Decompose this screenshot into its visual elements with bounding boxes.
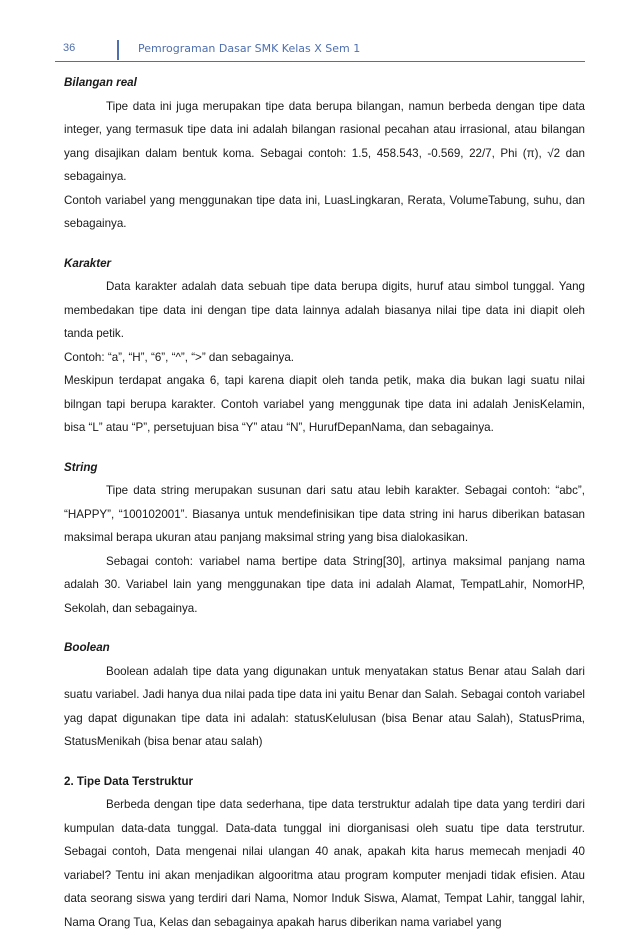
paragraph: Boolean adalah tipe data yang digunakan untuk menyatakan status Benar atau Salah dari suatu variabel. Jadi hanya dua nilai pada tipe data ini yaitu Benar dan Salah. Sebagai contoh variabel yag dapat digunakan tipe data ini adalah: statusKelulusan (bisa Benar atau Salah), StatusPrima, StatusMenikah (bisa benar atau salah): [64, 664, 585, 748]
section-string: [64, 456, 585, 621]
section-heading: Karakter: [64, 256, 112, 270]
header-rule: [55, 61, 585, 62]
paragraph: Meskipun terdapat angaka 6, tapi karena diapit oleh tanda petik, maka dia bukan lagi suatu nilai bilngan tapi berupa karakter. Contoh variabel yang menggunak tipe data ini adalah JenisKelamin, bisa “L” atau “P”, persetujuan bisa “Y” atau “N”, HurufDepanNama, dan sebagainya.: [64, 374, 585, 434]
section-heading: Boolean: [64, 641, 110, 654]
section-heading: String: [64, 460, 98, 474]
header-title: Pemrograman Dasar SMK Kelas X Sem 1: [138, 42, 361, 55]
paragraph: Sebagai contoh: variabel nama bertipe data String[30], artinya maksimal panjang nama adalah 30. Variabel lain yang menggunakan tipe data ini adalah Alamat, TempatLahir, NomorHP, Sekolah, dan sebagainya.: [64, 554, 585, 615]
paragraph: Data karakter adalah data sebuah tipe data berupa digits, huruf atau simbol tunggal. Yang membedakan tipe data ini dengan tipe data lainnya adalah biasanya nilai tipe data ini diapit oleh tanda petik.: [64, 280, 585, 340]
section-heading: Bilangan real: [64, 76, 137, 89]
paragraph: Contoh: “a”, “H”, “6”, “^”, “>” dan sebagainya.: [64, 350, 294, 364]
page-content: [64, 71, 585, 950]
paragraph: Contoh variabel yang menggunakan tipe data ini, LuasLingkaran, Rerata, VolumeTabung, suhu, dan sebagainya.: [64, 193, 585, 230]
paragraph: Tipe data ini juga merupakan tipe data berupa bilangan, namun berbeda dengan tipe data integer, yang termasuk tipe data ini adalah bilangan rasional pecahan atau irrasional, atau bilangan yang disajikan dalam bentuk koma. Sebagai contoh: 1.5, 458.543, -0.569, 22/7, Phi (π), √2 dan sebagainya.: [64, 99, 585, 183]
section-karakter: [64, 252, 585, 440]
paragraph: Berbeda dengan tipe data sederhana, tipe data terstruktur adalah tipe data yang terdiri dari kumpulan data-data tunggal. Data-data tunggal ini diorganisasi oleh suatu tipe data terstrutur. Sebagai contoh, Data mengenai nilai ulangan 40 anak, apakah kita harus memecah menjadi 40 variabel? Tentu ini akan menjadikan algooritma atau program komputer menjadi tidak efisien. Atau data seorang siswa yang terdiri dari Nama, Nomor Induk Siswa, Alamat, Tempat Lahir, tanggal lahir, Nama Orang Tua, Kelas dan sebagainya apakah harus diberikan nama variabel yang: [64, 798, 585, 929]
section-heading: 2. Tipe Data Terstruktur: [64, 774, 194, 788]
page-number: 36: [63, 42, 76, 54]
paragraph: Tipe data string merupakan susunan dari satu atau lebih karakter. Sebagai contoh: “abc”, “HAPPY”, “100102001”. Biasanya untuk mendefinisikan tipe data string ini harus diberikan batasan maksimal berapa ukuran atau panjang maksimal string yang bisa dialokasikan.: [64, 484, 585, 544]
header-separator: [117, 40, 119, 60]
section-boolean: [64, 636, 585, 754]
page-header: [55, 40, 585, 60]
section-bilangan-real: [64, 71, 585, 236]
section-tipe-data-terstruktur: [64, 770, 585, 935]
